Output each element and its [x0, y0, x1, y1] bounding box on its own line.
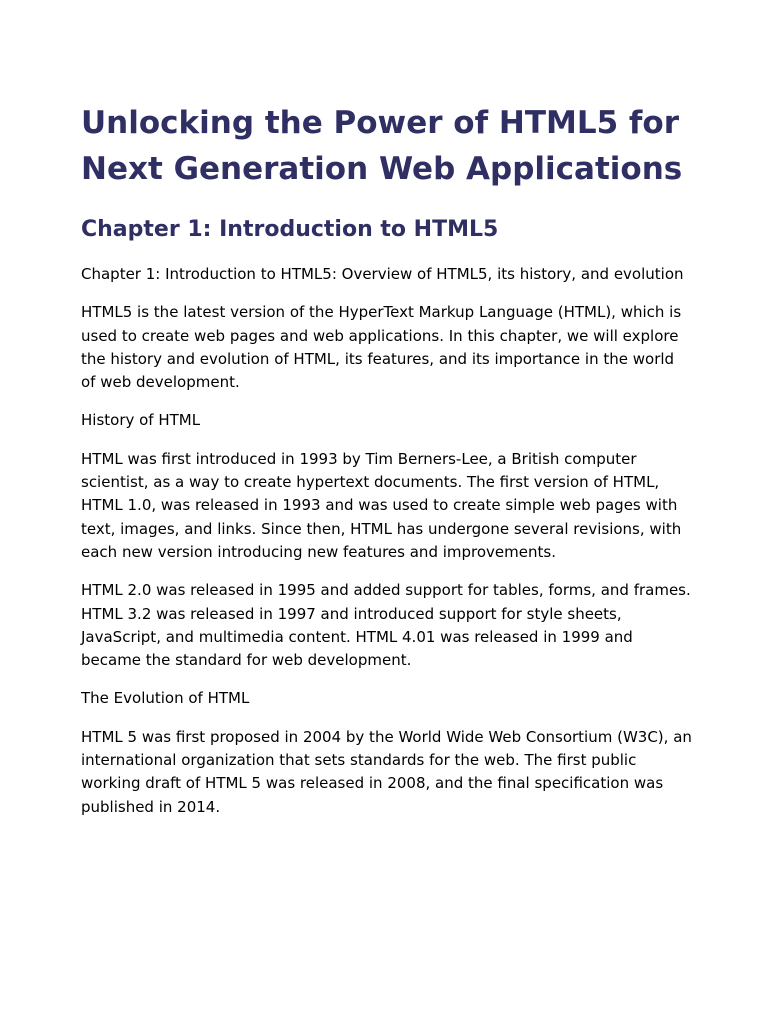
chapter-heading: Chapter 1: Introduction to HTML5	[81, 217, 499, 242]
document-title: Unlocking the Power of HTML5 for Next Generation Web Applications	[81, 105, 683, 187]
section-label-history: History of HTML	[81, 411, 201, 430]
history-paragraph-2: HTML 2.0 was released in 1995 and added support for tables, forms, and frames. HTML 3.2 was released in 1997 and introduced support for style sheets, JavaScript, and multimedia content. HTML 4.01 was released in 1999 and became the standard for web development.	[81, 581, 691, 670]
evolution-paragraph: HTML 5 was first proposed in 2004 by the World Wide Web Consortium (W3C), an international organization that sets standards for the web. The first public working draft of HTML 5 was released in 2008, and the final specification was published in 2014.	[81, 727, 692, 816]
section-label-evolution: The Evolution of HTML	[81, 689, 250, 708]
intro-paragraph: HTML5 is the latest version of the HyperText Markup Language (HTML), which is used to create web pages and web applications. In this chapter, we will explore the history and evolution of HTML, its features, and its importance in the world of web development.	[81, 303, 682, 392]
history-paragraph-1: HTML was first introduced in 1993 by Tim Berners-Lee, a British computer scientist, as a way to create hypertext documents. The first version of HTML, HTML 1.0, was released in 1993 and was used to create simple web pages with text, images, and links. Since then, HTML has undergone several revisions, with each new version introducing new features and improvements.	[81, 449, 682, 561]
chapter-overview-paragraph: Chapter 1: Introduction to HTML5: Overview of HTML5, its history, and evolution	[81, 265, 684, 283]
document-page	[81, 100, 693, 819]
